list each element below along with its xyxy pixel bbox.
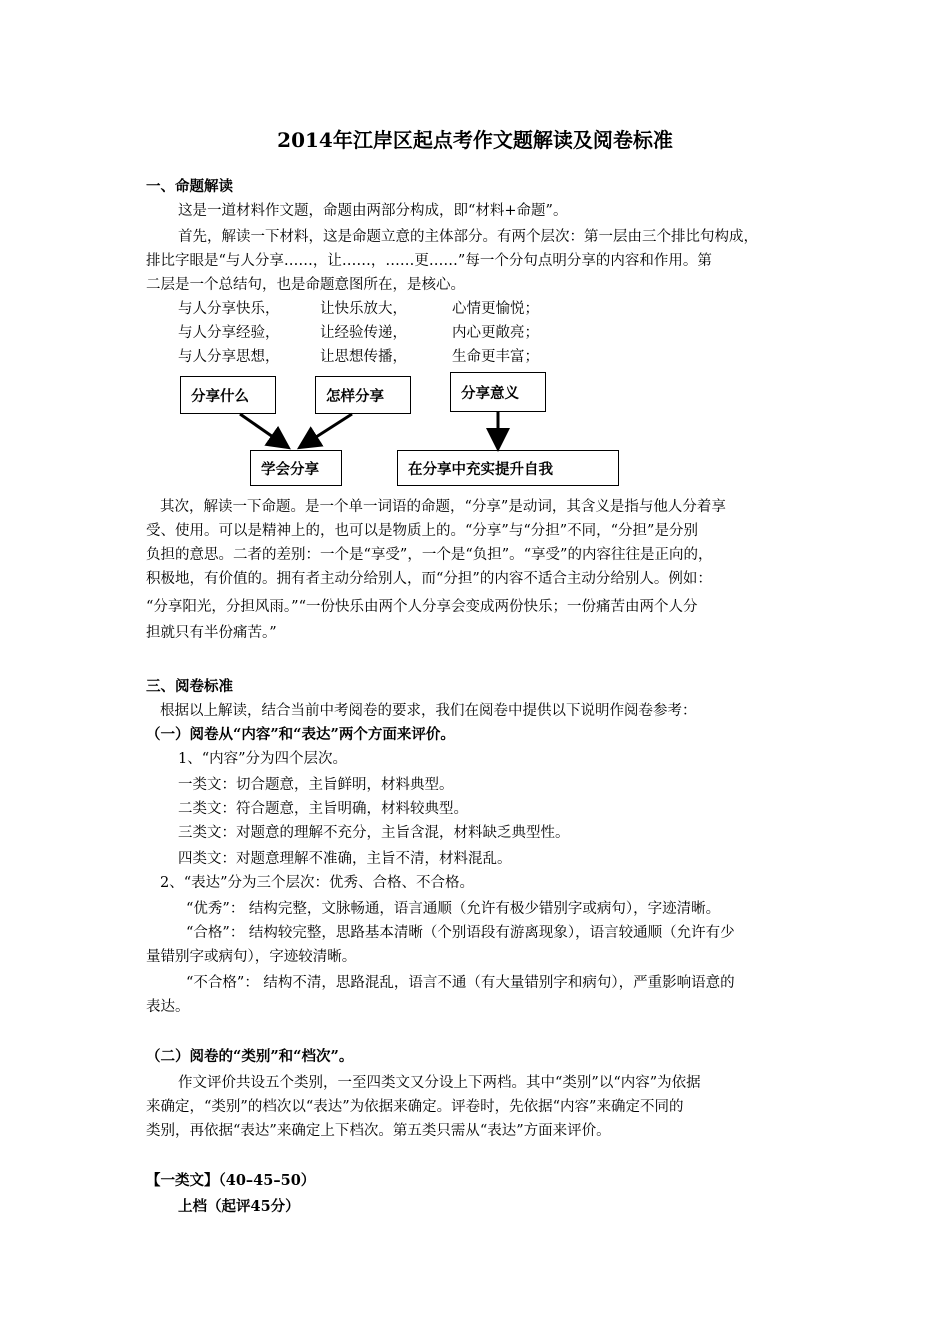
section-heading-3: 三、阅卷标准 [146, 678, 233, 695]
content-level-2: 二类文：符合题意，主旨明确，材料较典型。 [178, 801, 468, 817]
parallel-row-3-a: 与人分享思想， [178, 349, 280, 365]
subsection-heading-1: （一）阅卷从“内容”和“表达”两个方面来评价。 [146, 726, 455, 743]
content-level-1: 一类文：切合题意，主旨鲜明，材料典型。 [178, 777, 454, 793]
parallel-row-3-b: 让思想传播， [320, 349, 407, 365]
parallel-row-1-b: 让快乐放大， [320, 301, 407, 317]
parallel-row-1-a: 与人分享快乐， [178, 301, 280, 317]
arrow-what-to-learn [240, 414, 286, 446]
class-1-heading: 【一类文】（40–45–50） [146, 1172, 316, 1189]
content-level-4: 四类文：对题意理解不准确，主旨不清，材料混乱。 [178, 851, 512, 867]
paragraph-line: 受、使用。可以是精神上的，也可以是物质上的。“分享”与“分担”不同，“分担”是分别 [146, 523, 698, 539]
arrow-how-to-learn [302, 414, 352, 446]
paragraph-line: 这是一道材料作文题，命题由两部分构成，即“材料+命题”。 [178, 203, 568, 219]
page-title: 2014年江岸区起点考作文题解读及阅卷标准 [277, 128, 673, 152]
section-heading-1: 一、命题解读 [146, 178, 233, 195]
parallel-row-2-a: 与人分享经验， [178, 325, 280, 341]
paragraph-line: 排比字眼是“与人分享……，让……，……更……”每一个分句点明分享的内容和作用。第 [146, 253, 712, 269]
parallel-row-2-b: 让经验传递， [320, 325, 407, 341]
diagram-box-how: 怎样分享 [315, 376, 411, 414]
parallel-row-1-c: 心情更愉悦； [452, 301, 539, 317]
expression-fail-line1: “不合格”： 结构不清，思路混乱，语言不通（有大量错别字和病句），严重影响语意的 [186, 975, 735, 991]
paragraph-line: 根据以上解读，结合当前中考阅卷的要求，我们在阅卷中提供以下说明作阅卷参考： [160, 703, 697, 719]
paragraph-line: 首先，解读一下材料，这是命题立意的主体部分。有两个层次：第一层由三个排比句构成， [178, 229, 758, 245]
paragraph-line: “分享阳光，分担风雨。”“一份快乐由两个人分享会变成两份快乐；一份痛苦由两个人分 [146, 599, 698, 615]
paragraph-line: 其次，解读一下命题。是一个单一词语的命题，“分享”是动词，其含义是指与他人分着享 [160, 499, 726, 515]
expression-levels-line: 2、“表达”分为三个层次：优秀、合格、不合格。 [160, 875, 475, 891]
parallel-row-2-c: 内心更敞亮； [452, 325, 539, 341]
paragraph-line: 来确定，“类别”的档次以“表达”为依据来确定。评卷时，先依据“内容”来确定不同的 [146, 1099, 684, 1115]
content-level-3: 三类文：对题意的理解不充分，主旨含混，材料缺乏典型性。 [178, 825, 570, 841]
expression-pass-line1: “合格”： 结构较完整，思路基本清晰（个别语段有游离现象），语言较通顺（允许有少 [186, 925, 735, 941]
diagram-box-learn-share: 学会分享 [250, 450, 342, 486]
paragraph-line: 二层是一个总结句，也是命题意图所在，是核心。 [146, 277, 465, 293]
diagram-box-enrich-self: 在分享中充实提升自我 [397, 450, 619, 486]
expression-fail-line2: 表达。 [146, 999, 190, 1015]
upper-grade-heading: 上档（起评45分） [178, 1198, 300, 1215]
paragraph-line: 积极地，有价值的。拥有者主动分给别人，而“分担”的内容不适合主动分给别人。例如： [146, 571, 712, 587]
content-levels-line: 1、“内容”分为四个层次。 [178, 751, 348, 767]
paragraph-line: 类别，再依据“表达”来确定上下档次。第五类只需从“表达”方面来评价。 [146, 1123, 611, 1139]
subsection-heading-2: （二）阅卷的“类别”和“档次”。 [146, 1048, 354, 1065]
expression-excellent: “优秀”： 结构完整，文脉畅通，语言通顺（允许有极少错别字或病句），字迹清晰。 [186, 901, 721, 917]
paragraph-line: 负担的意思。二者的差别：一个是“享受”，一个是“负担”。“享受”的内容往往是正向的， [146, 547, 713, 563]
paragraph-line: 作文评价共设五个类别，一至四类文又分设上下两档。其中“类别”以“内容”为依据 [178, 1075, 701, 1091]
diagram-box-what: 分享什么 [180, 376, 276, 414]
expression-pass-line2: 量错别字或病句），字迹较清晰。 [146, 949, 357, 965]
diagram-box-meaning: 分享意义 [450, 372, 546, 412]
paragraph-line: 担就只有半份痛苦。” [146, 625, 277, 641]
parallel-row-3-c: 生命更丰富； [452, 349, 539, 365]
